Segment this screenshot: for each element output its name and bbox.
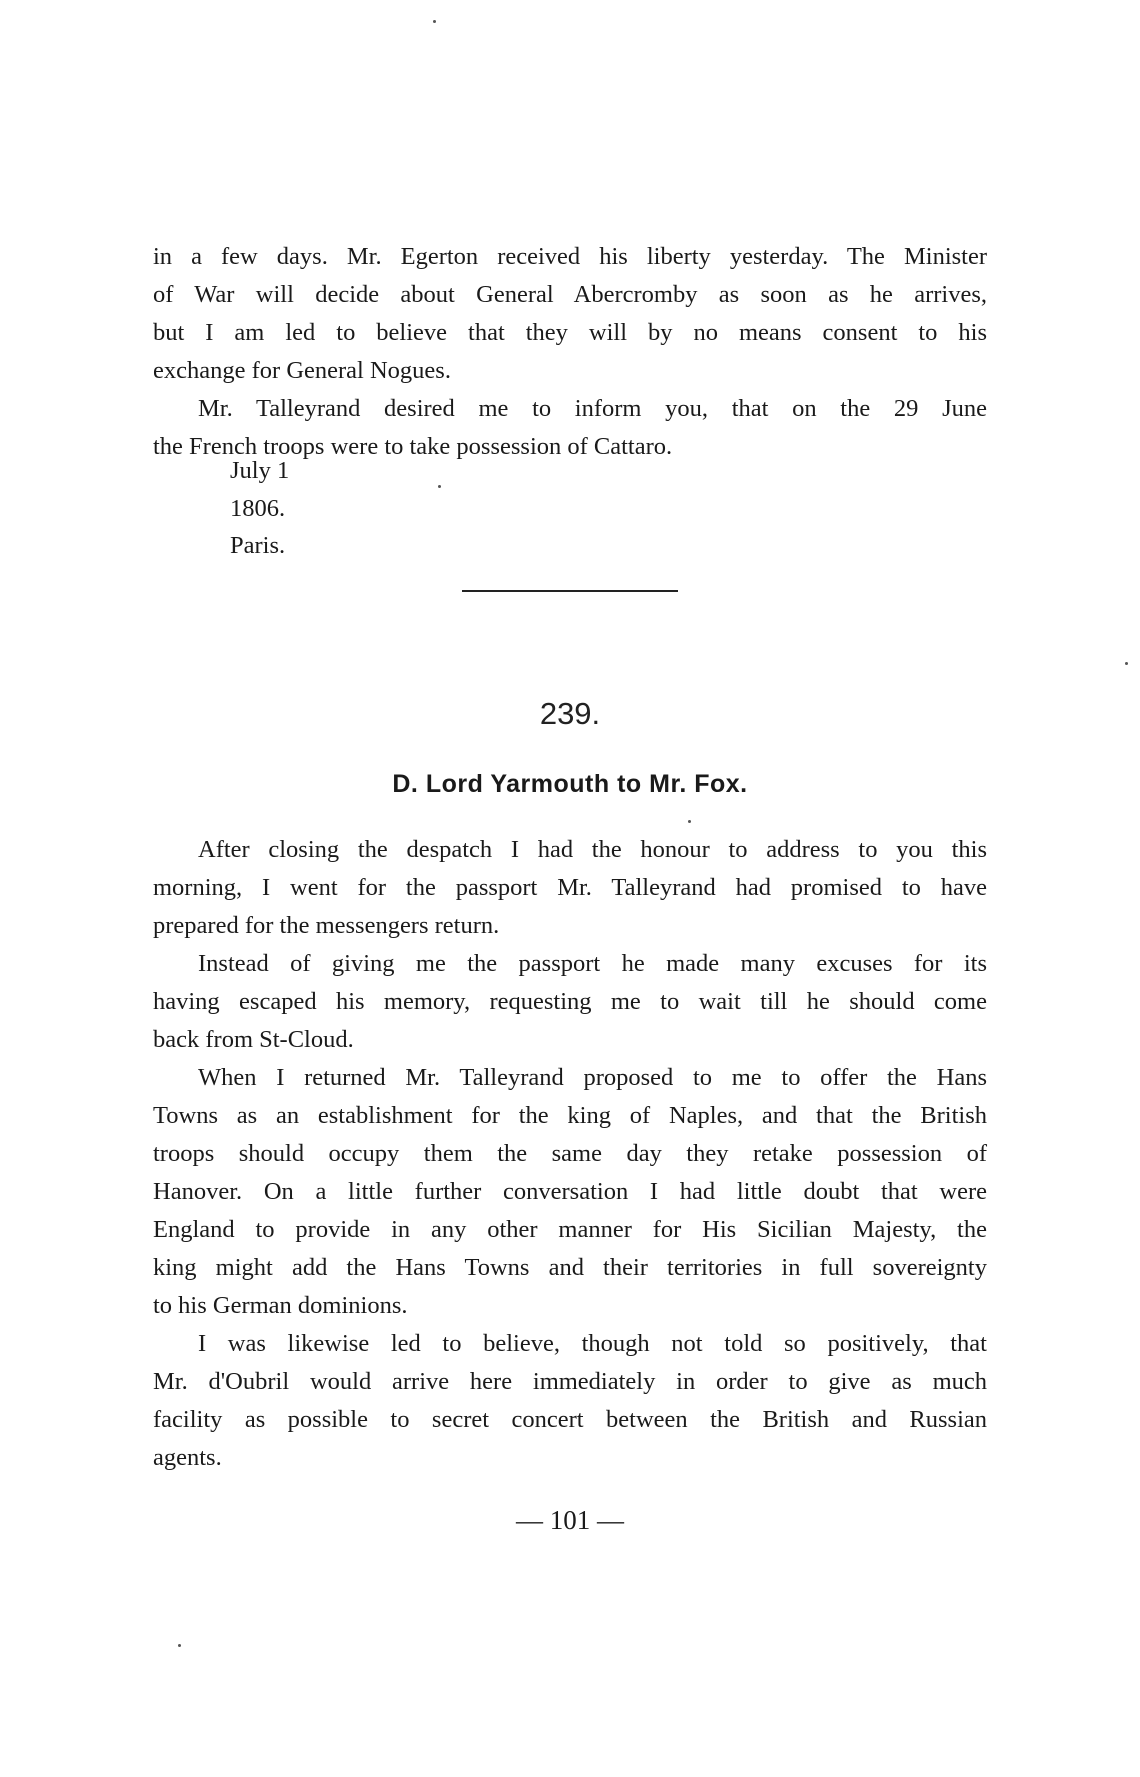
document-heading: D. Lord Yarmouth to Mr. Fox. (392, 770, 748, 798)
text-line: Hanover. On a little further conversation I had little doubt that were (153, 1178, 987, 1205)
dateline-year: 1806. (230, 495, 286, 522)
paragraph-1 (153, 831, 987, 945)
paragraph-2 (153, 945, 987, 1059)
text-line: to his German dominions. (153, 1292, 408, 1319)
text-line: in a few days. Mr. Egerton received his liberty yesterday. The Minister (153, 243, 987, 270)
paragraph-3 (153, 1059, 987, 1325)
text-line: I was likewise led to believe, though not told so positively, that (198, 1330, 987, 1357)
dateline-place: Paris. (230, 532, 286, 559)
dateline-date: July 1 (230, 457, 290, 484)
continued-letter-text (153, 238, 987, 466)
text-line: king might add the Hans Towns and their territories in full sovereignty (153, 1254, 987, 1281)
text-line: morning, I went for the passport Mr. Talleyrand had promised to have (153, 874, 987, 901)
text-line: England to provide in any other manner for His Sicilian Majesty, the (153, 1216, 987, 1243)
text-line: Mr. d'Oubril would arrive here immediately in order to give as much (153, 1368, 987, 1395)
page-number: — 101 — (516, 1505, 624, 1535)
scan-speck (433, 20, 436, 23)
text-line: exchange for General Nogues. (153, 357, 451, 384)
scan-speck (438, 485, 441, 488)
letter-body (153, 831, 987, 1477)
text-line: troops should occupy them the same day they retake possession of (153, 1140, 987, 1167)
document-number: 239. (539, 696, 601, 731)
text-line: of War will decide about General Abercromby as soon as he arrives, (153, 281, 987, 308)
text-line: the French troops were to take possession of Cattaro. (153, 433, 673, 460)
text-line: back from St-Cloud. (153, 1026, 354, 1053)
text-line: Towns as an establishment for the king of Naples, and that the British (153, 1102, 987, 1129)
text-line: prepared for the messengers return. (153, 912, 500, 939)
text-line: Instead of giving me the passport he made many excuses for its (198, 950, 987, 977)
text-line: but I am led to believe that they will by no means consent to his (153, 319, 987, 346)
text-line: facility as possible to secret concert between the British and Russian (153, 1406, 987, 1433)
scan-speck (178, 1644, 181, 1647)
paragraph-4 (153, 1325, 987, 1477)
text-line: When I returned Mr. Talleyrand proposed to me to offer the Hans (198, 1064, 987, 1091)
paragraph-continued (153, 238, 987, 390)
text-line: having escaped his memory, requesting me to wait till he should come (153, 988, 987, 1015)
scan-speck (1125, 662, 1128, 665)
text-line: Mr. Talleyrand desired me to inform you, that on the 29 June (198, 395, 987, 422)
text-line: agents. (153, 1444, 222, 1471)
section-divider (462, 590, 678, 592)
text-line: After closing the despatch I had the honour to address to you this (198, 836, 987, 863)
scan-speck (688, 820, 691, 823)
